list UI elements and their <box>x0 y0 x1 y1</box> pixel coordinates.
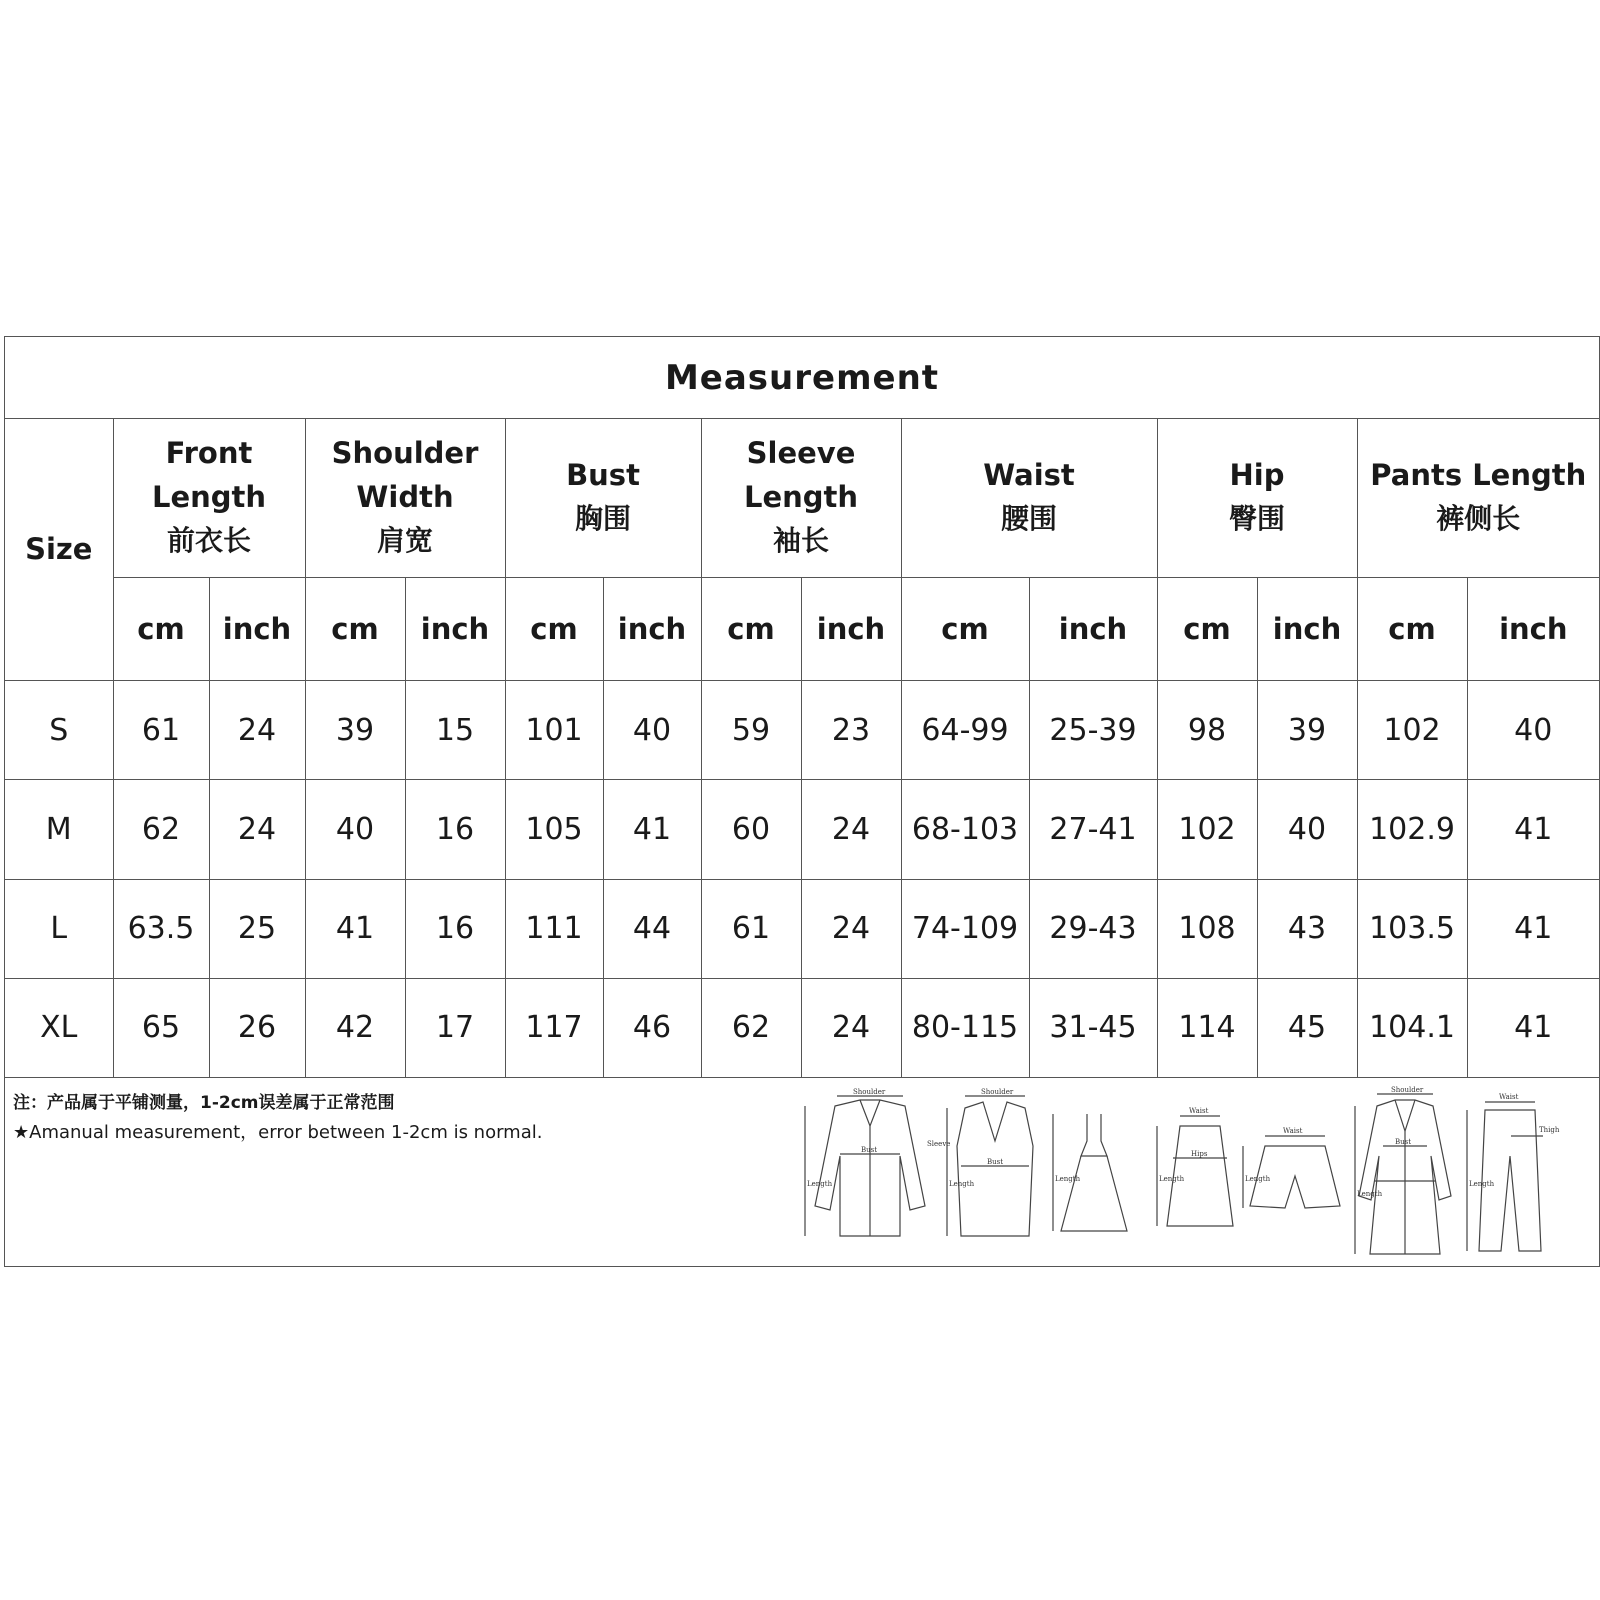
dress-diagram <box>1053 1114 1127 1231</box>
blouse-diagram <box>805 1088 950 1236</box>
unit-cm: cm <box>505 577 603 680</box>
table-row <box>5 681 1599 780</box>
value-cell: 111 <box>505 879 603 978</box>
label-length: Length <box>949 1180 975 1188</box>
value-cell: 29-43 <box>1029 879 1157 978</box>
value-cell: 15 <box>405 681 505 780</box>
unit-inch: inch <box>801 577 901 680</box>
label-waist: Waist <box>1283 1127 1303 1135</box>
value-cell: 40 <box>1467 681 1599 780</box>
label-sleeve: Sleeve <box>927 1140 951 1148</box>
value-cell: 42 <box>305 978 405 1077</box>
label-length: Length <box>1245 1175 1271 1183</box>
value-cell: 61 <box>113 681 209 780</box>
label-length: Length <box>1357 1190 1383 1198</box>
garment-diagrams <box>795 1086 1565 1261</box>
unit-inch: inch <box>1257 577 1357 680</box>
size-header: Size <box>5 418 113 681</box>
label-shoulder: Shoulder <box>981 1088 1014 1096</box>
value-cell: 45 <box>1257 978 1357 1077</box>
value-cell: 108 <box>1157 879 1257 978</box>
value-cell: 59 <box>701 681 801 780</box>
value-cell: 101 <box>505 681 603 780</box>
value-cell: 23 <box>801 681 901 780</box>
value-cell: 103.5 <box>1357 879 1467 978</box>
value-cell: 102.9 <box>1357 780 1467 879</box>
value-cell: 17 <box>405 978 505 1077</box>
value-cell: 27-41 <box>1029 780 1157 879</box>
value-cell: 62 <box>701 978 801 1077</box>
value-cell: 41 <box>1467 879 1599 978</box>
chart-title: Measurement <box>5 337 1599 419</box>
vest-diagram <box>947 1088 1033 1236</box>
note-english: ★Amanual measurement，error between 1-2cm is normal. <box>13 1122 543 1143</box>
table-row <box>5 978 1599 1077</box>
value-cell: 41 <box>603 780 701 879</box>
value-cell: 102 <box>1357 681 1467 780</box>
value-cell: 43 <box>1257 879 1357 978</box>
size-cell: S <box>5 681 113 780</box>
size-cell: L <box>5 879 113 978</box>
label-length: Length <box>807 1180 833 1188</box>
value-cell: 117 <box>505 978 603 1077</box>
unit-inch: inch <box>209 577 305 680</box>
skirt-diagram <box>1157 1107 1233 1226</box>
label-hips: Hips <box>1191 1150 1208 1158</box>
value-cell: 24 <box>801 978 901 1077</box>
value-cell: 60 <box>701 780 801 879</box>
value-cell: 46 <box>603 978 701 1077</box>
unit-cm: cm <box>1157 577 1257 680</box>
unit-cm: cm <box>901 577 1029 680</box>
header-front-length: Front Length 前衣长 <box>113 418 305 577</box>
unit-cm: cm <box>113 577 209 680</box>
label-shoulder: Shoulder <box>1391 1086 1424 1094</box>
header-shoulder-width: Shoulder Width 肩宽 <box>305 418 505 577</box>
value-cell: 40 <box>603 681 701 780</box>
trousers-diagram <box>1467 1093 1560 1251</box>
value-cell: 68-103 <box>901 780 1029 879</box>
unit-cm: cm <box>701 577 801 680</box>
value-cell: 26 <box>209 978 305 1077</box>
label-length: Length <box>1469 1180 1495 1188</box>
label-bust: Bust <box>861 1146 878 1154</box>
value-cell: 25-39 <box>1029 681 1157 780</box>
value-cell: 24 <box>209 681 305 780</box>
value-cell: 39 <box>305 681 405 780</box>
table-row <box>5 879 1599 978</box>
value-cell: 24 <box>209 780 305 879</box>
measurement-table <box>5 418 1599 1078</box>
value-cell: 64-99 <box>901 681 1029 780</box>
footer-notes <box>5 1078 1599 1266</box>
value-cell: 98 <box>1157 681 1257 780</box>
value-cell: 16 <box>405 879 505 978</box>
label-waist: Waist <box>1499 1093 1519 1101</box>
table-row <box>5 780 1599 879</box>
value-cell: 31-45 <box>1029 978 1157 1077</box>
value-cell: 41 <box>1467 978 1599 1077</box>
label-length: Length <box>1055 1175 1081 1183</box>
shorts-diagram <box>1243 1127 1340 1208</box>
unit-inch: inch <box>405 577 505 680</box>
unit-inch: inch <box>1467 577 1599 680</box>
value-cell: 63.5 <box>113 879 209 978</box>
value-cell: 25 <box>209 879 305 978</box>
header-bust: Bust 胸围 <box>505 418 701 577</box>
size-chart <box>4 336 1600 1267</box>
value-cell: 24 <box>801 780 901 879</box>
value-cell: 65 <box>113 978 209 1077</box>
unit-cm: cm <box>1357 577 1467 680</box>
size-cell: M <box>5 780 113 879</box>
unit-row <box>5 577 1599 680</box>
label-length: Length <box>1159 1175 1185 1183</box>
value-cell: 39 <box>1257 681 1357 780</box>
label-shoulder: Shoulder <box>853 1088 886 1096</box>
header-sleeve-length: Sleeve Length 袖长 <box>701 418 901 577</box>
label-bust: Bust <box>1395 1138 1412 1146</box>
label-waist: Waist <box>1189 1107 1209 1115</box>
header-hip: Hip 臀围 <box>1157 418 1357 577</box>
value-cell: 80-115 <box>901 978 1029 1077</box>
value-cell: 24 <box>801 879 901 978</box>
value-cell: 16 <box>405 780 505 879</box>
label-thigh: Thigh <box>1539 1126 1560 1134</box>
value-cell: 61 <box>701 879 801 978</box>
value-cell: 105 <box>505 780 603 879</box>
value-cell: 114 <box>1157 978 1257 1077</box>
header-waist: Waist 腰围 <box>901 418 1157 577</box>
value-cell: 62 <box>113 780 209 879</box>
unit-cm: cm <box>305 577 405 680</box>
value-cell: 41 <box>1467 780 1599 879</box>
coat-diagram <box>1355 1086 1451 1254</box>
note-chinese: 注：产品属于平铺测量，1-2cm误差属于正常范围 <box>13 1093 395 1113</box>
value-cell: 74-109 <box>901 879 1029 978</box>
size-cell: XL <box>5 978 113 1077</box>
value-cell: 104.1 <box>1357 978 1467 1077</box>
unit-inch: inch <box>603 577 701 680</box>
value-cell: 40 <box>1257 780 1357 879</box>
value-cell: 44 <box>603 879 701 978</box>
value-cell: 102 <box>1157 780 1257 879</box>
value-cell: 40 <box>305 780 405 879</box>
header-pants-length: Pants Length 裤侧长 <box>1357 418 1599 577</box>
label-bust: Bust <box>987 1158 1004 1166</box>
unit-inch: inch <box>1029 577 1157 680</box>
value-cell: 41 <box>305 879 405 978</box>
